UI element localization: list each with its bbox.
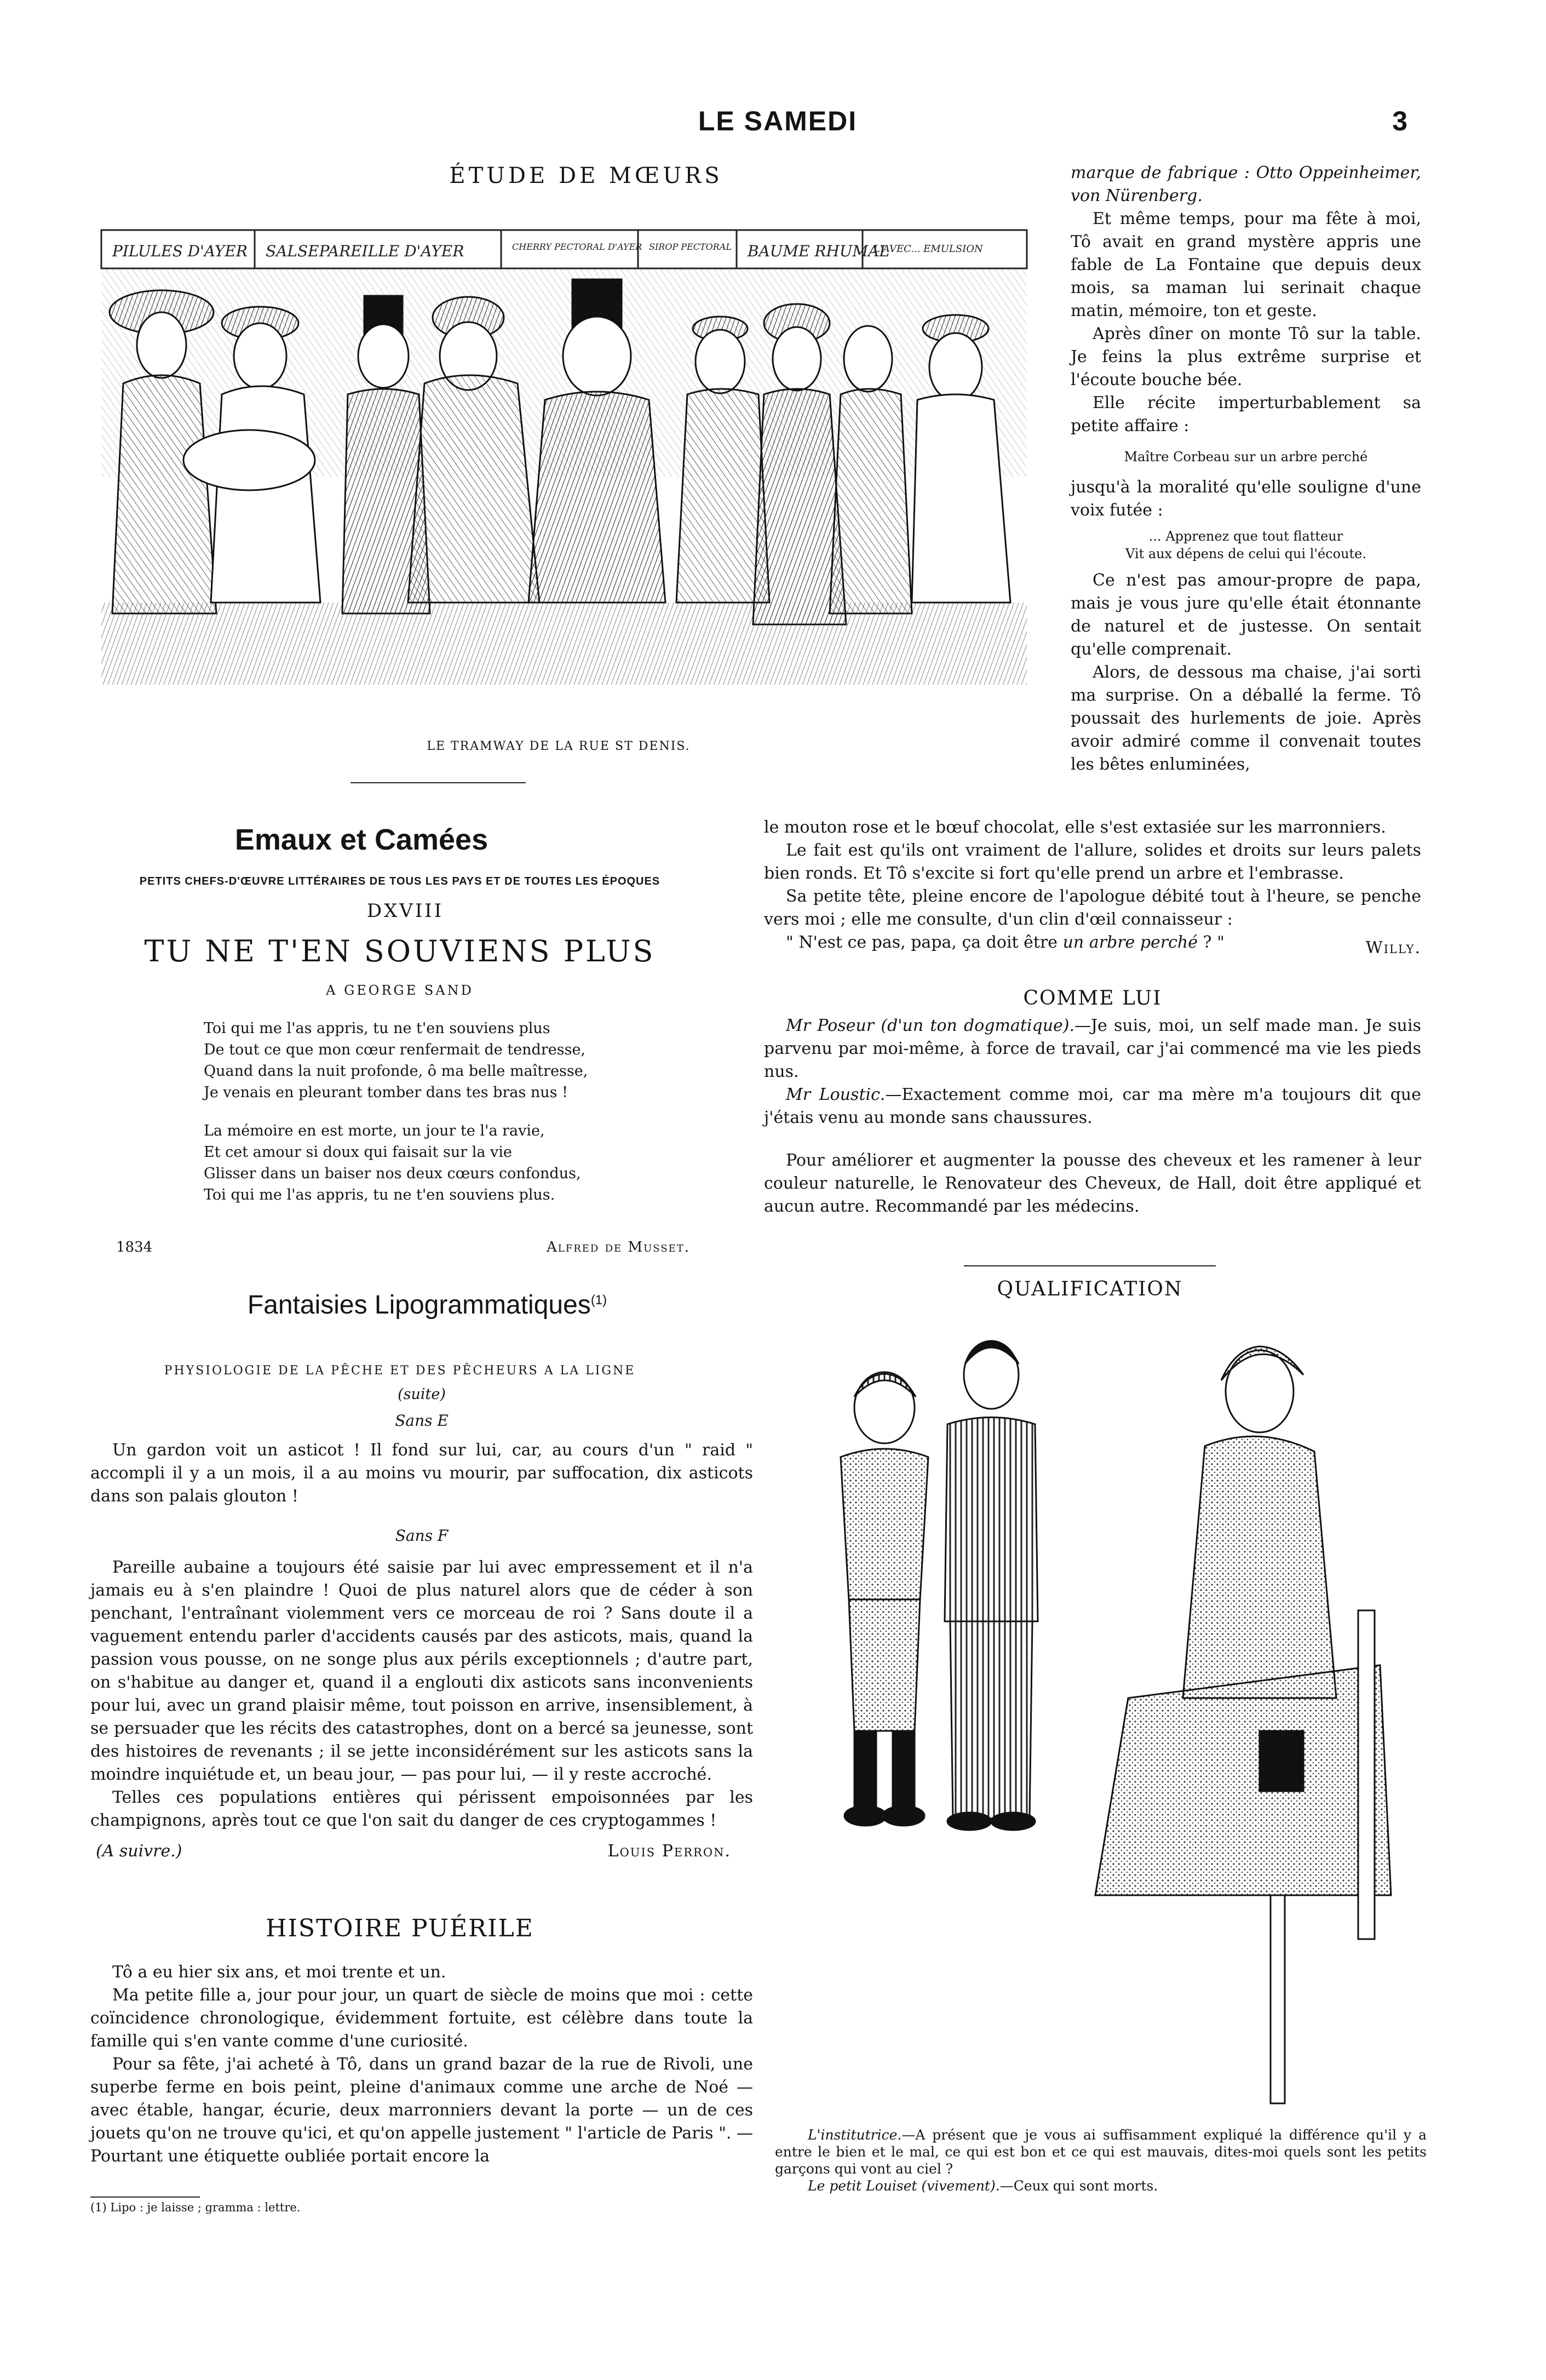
paragraph-sans-e: Un gardon voit un asticot ! Il fond sur lui, car, au cours d'un " raid " accompli il y a un mois, il a au moins vu mourir, par suffocation, dix asticots dans son palais glouton ! (90, 1441, 753, 1506)
caption-line-1 (775, 2126, 1427, 2177)
divider (964, 1265, 1216, 1266)
right-l2: Et même temps, pour ma fête à moi, Tô avait en grand mystère appris une fable de La Fontaine que depuis deux mois, sa maman lui serinait chaque matin, mémoire, ton et geste. (1071, 209, 1421, 320)
right-l11a: " N'est ce pas, papa, ça doit être (786, 933, 1063, 952)
footnote-rule (90, 2197, 200, 2198)
teacher-name: L'institutrice. (808, 2127, 902, 2143)
right-column-top (1071, 162, 1421, 776)
tramway-caption: LE TRAMWAY DE LA RUE ST DENIS. (427, 739, 691, 753)
histoire-p3: Pour sa fête, j'ai acheté à Tô, dans un grand bazar de la rue de Rivoli, une superbe ferme en bois peint, pleine d'animaux comme une arche de Noé — avec étable, hangar, écurie, deux marronniers devant la porte — un de ces jouets qu'on ne trouve qu'ici, et qu'on appelle justement " l'article de Paris ". — Pourtant une étiquette oubliée portait encore la (90, 2055, 753, 2166)
verse: Je venais en pleurant tomber dans tes bras nus ! (204, 1084, 568, 1101)
ad-sign-5: BAUME RHUMAL (748, 242, 889, 260)
loustic-name: Mr Loustic. (786, 1085, 886, 1104)
right-l5: jusqu'à la moralité qu'elle souligne d'une voix futée : (1071, 478, 1421, 520)
verse: Quand dans la nuit profonde, ô ma belle maîtresse, (204, 1063, 588, 1080)
ad-sign-6: L'AVEC... EMULSION (873, 243, 983, 255)
right-l11-row (764, 931, 1421, 955)
poem-title: TU NE T'EN SOUVIENS PLUS (144, 934, 656, 968)
poem-stanza-2 (204, 1120, 697, 1206)
tramway-illustration (90, 219, 1032, 701)
poseur-text: —Je suis, moi, un self made man. Je suis parvenu par moi-même, à force de travail, car j'ai commencé ma vie les pieds nus. (764, 1016, 1421, 1081)
louiset-text: —Ceux qui sont morts. (999, 2178, 1158, 2194)
ad-sign-2: SALSEPAREILLE D'AYER (266, 242, 464, 260)
fable-quote-1: Maître Corbeau sur un arbre perché (1124, 449, 1368, 464)
right-l8: le mouton rose et le bœuf chocolat, elle s'est extasiée sur les marronniers. (764, 818, 1386, 837)
fantaisies-author: Louis Perron. (607, 1842, 731, 1861)
poem-stanza-1 (204, 1018, 697, 1103)
poem-author: Alfred de Musset. (547, 1239, 690, 1255)
page-number: 3 (1392, 106, 1407, 136)
comme-lui-line-1 (764, 1014, 1421, 1083)
verse: Et cet amour si doux qui faisait sur la vie (204, 1144, 512, 1161)
verse: La mémoire en est morte, un jour te l'a ravie, (204, 1122, 545, 1139)
loustic-text: —Exactement comme moi, car ma mère m'a toujours dit que j'étais venu au monde sans chaussures. (764, 1085, 1421, 1127)
emaux-subtitle: PETITS CHEFS-D'ŒUVRE LITTÉRAIRES DE TOUS LES PAYS ET DE TOUTES LES ÉPOQUES (139, 875, 660, 887)
right-l9: Le fait est qu'ils ont vraiment de l'allure, solides et droits sur leurs palets bien ronds. Et Tô s'excite si fort qu'elle prend un arbre et l'embrasse. (764, 841, 1421, 883)
right-l10: Sa petite tête, pleine encore de l'apologue débité tout à l'heure, se penche vers moi ; elle me consulte, d'un clin d'œil connaisseur : (764, 887, 1421, 929)
right-l11b: un arbre perché (1062, 933, 1198, 952)
right-l6: Ce n'est pas amour-propre de papa, mais je vous jure qu'elle était étonnante de naturel et de justesse. On sentait qu'elle comprenait. (1071, 571, 1421, 659)
ad-sign-3: CHERRY PECTORAL D'AYER (512, 242, 642, 252)
teacher-text: —A présent que je vous ai suffisamment expliqué la différence qu'il y a entre le bien et le mal, ce qui est bon et ce qui est mauvais, dites-moi quels sont les petits garçons qui vont au ciel ? (775, 2127, 1427, 2177)
suite-label: (suite) (398, 1386, 446, 1403)
verse: Glisser dans un baiser nos deux cœurs confondus, (204, 1165, 581, 1182)
emaux-number: DXVIII (366, 900, 444, 922)
right-l11c: ? " (1198, 933, 1225, 952)
verse: Toi qui me l'as appris, tu ne t'en souviens plus. (204, 1186, 555, 1203)
histoire-p1: Tô a eu hier six ans, et moi trente et un. (112, 1963, 446, 1982)
right-l4: Elle récite imperturbablement sa petite affaire : (1071, 393, 1421, 435)
fable-quote-3: Vit aux dépens de celui qui l'écoute. (1125, 546, 1367, 561)
sans-e-label: Sans E (395, 1412, 449, 1430)
fable-quote-2: ... Apprenez que tout flatteur (1148, 529, 1343, 544)
newspaper-title: LE SAMEDI (698, 106, 858, 136)
paragraph-sans-f-2: Telles ces populations entières qui périssent empoisonnées par les champignons, après tout ce que l'on sait du danger de ces cryptogammes ! (90, 1788, 753, 1830)
verse: De tout ce que mon cœur renfermait de tendresse, (204, 1041, 586, 1058)
poem-year: 1834 (116, 1239, 153, 1255)
etude-title: ÉTUDE DE MŒURS (449, 163, 723, 188)
ad-sign-1: PILULES D'AYER (112, 242, 248, 260)
caption-line-2 (775, 2177, 1427, 2194)
fantaisies-subtitle: PHYSIOLOGIE DE LA PÊCHE ET DES PÊCHEURS A LA LIGNE (164, 1364, 636, 1378)
right-column-wide (764, 816, 1421, 1218)
histoire-p2: Ma petite fille a, jour pour jour, un quart de siècle de moins que moi : cette coïncidence chronologique, évidemment fortuite, est célèbre dans toute la famille qui s'en vante comme d'une curiosité. (90, 1986, 753, 2051)
ad-sign-4: SIROP PECTORAL (649, 242, 732, 252)
paragraph-sans-f: Pareille aubaine a toujours été saisie par lui avec empressement et il n'a jamais eu à s'en plaindre ! Quoi de plus naturel alors que de céder à son penchant, l'entraînant violemment vers ce morceau de roi ? Sans doute il a vaguement entendu parler d'accidents causés par des asticots, mais, quand la passion vous pousse, on ne songe plus aux périls exceptionnels ; d'autre part, on s'habitue au danger et, quand il a englouti dix asticots sans inconvenients pour lui, avec un grand plaisir même, tout poisson en arrive, insensiblement, à se persuader que les récits des catastrophes, dont on a bercé sa jeunesse, sont des histoires de revenants ; il se jette inconsidérément sur les asticots sans la moindre inquiétude et, un beau jour, — pas pour lui, — il y reste accroché. (90, 1558, 753, 1784)
qualification-caption (775, 2126, 1427, 2194)
verse: Toi qui me l'as appris, tu ne t'en souviens plus (204, 1020, 550, 1037)
footnote: (1) Lipo : je laisse ; gramma : lettre. (90, 2201, 301, 2214)
histoire-column (90, 1961, 753, 2168)
fantaisies-column (90, 1383, 753, 1864)
divider (350, 782, 526, 783)
emaux-title: Emaux et Camées (234, 823, 488, 856)
qualification-title: QUALIFICATION (997, 1278, 1183, 1300)
histoire-title: HISTOIRE PUÉRILE (266, 1914, 534, 1942)
right-l7: Alors, de dessous ma chaise, j'ai sorti ma surprise. On a déballé la ferme. Tô poussait des hurlements de joie. Après avoir admiré comme il convenait toutes les bêtes enluminées, (1071, 663, 1421, 774)
comme-lui-title: COMME LUI (1023, 987, 1162, 1010)
right-l1: marque de fabrique : Otto Oppeinheimer, von Nürenberg. (1071, 163, 1421, 205)
willy-signature: Willy. (1365, 938, 1421, 957)
sans-f-label: Sans F (395, 1527, 449, 1545)
fantaisies-title-text: Fantaisies Lipogrammatiques (247, 1291, 591, 1320)
hair-advert: Pour améliorer et augmenter la pousse des cheveux et les ramener à leur couleur naturelle, le Renovateur des Cheveux, de Hall, doit être appliqué et aucun autre. Recommandé par les médecins. (764, 1151, 1421, 1216)
signature-row (90, 1838, 753, 1864)
qualification-illustration (789, 1315, 1424, 2114)
poem-dedication: A GEORGE SAND (326, 983, 474, 998)
poseur-name: Mr Poseur (d'un ton dogmatique). (786, 1016, 1075, 1035)
right-l3: Après dîner on monte Tô sur la table. Je feins la plus extrême surprise et l'écoute bouche bée. (1071, 324, 1421, 389)
comme-lui-line-2 (764, 1083, 1421, 1129)
louiset-name: Le petit Louiset (vivement). (808, 2178, 1000, 2194)
fantaisies-title (186, 1290, 668, 1320)
footnote-mark: (1) (590, 1293, 607, 1307)
a-suivre: (A suivre.) (96, 1842, 182, 1861)
right-l11 (786, 931, 1225, 954)
